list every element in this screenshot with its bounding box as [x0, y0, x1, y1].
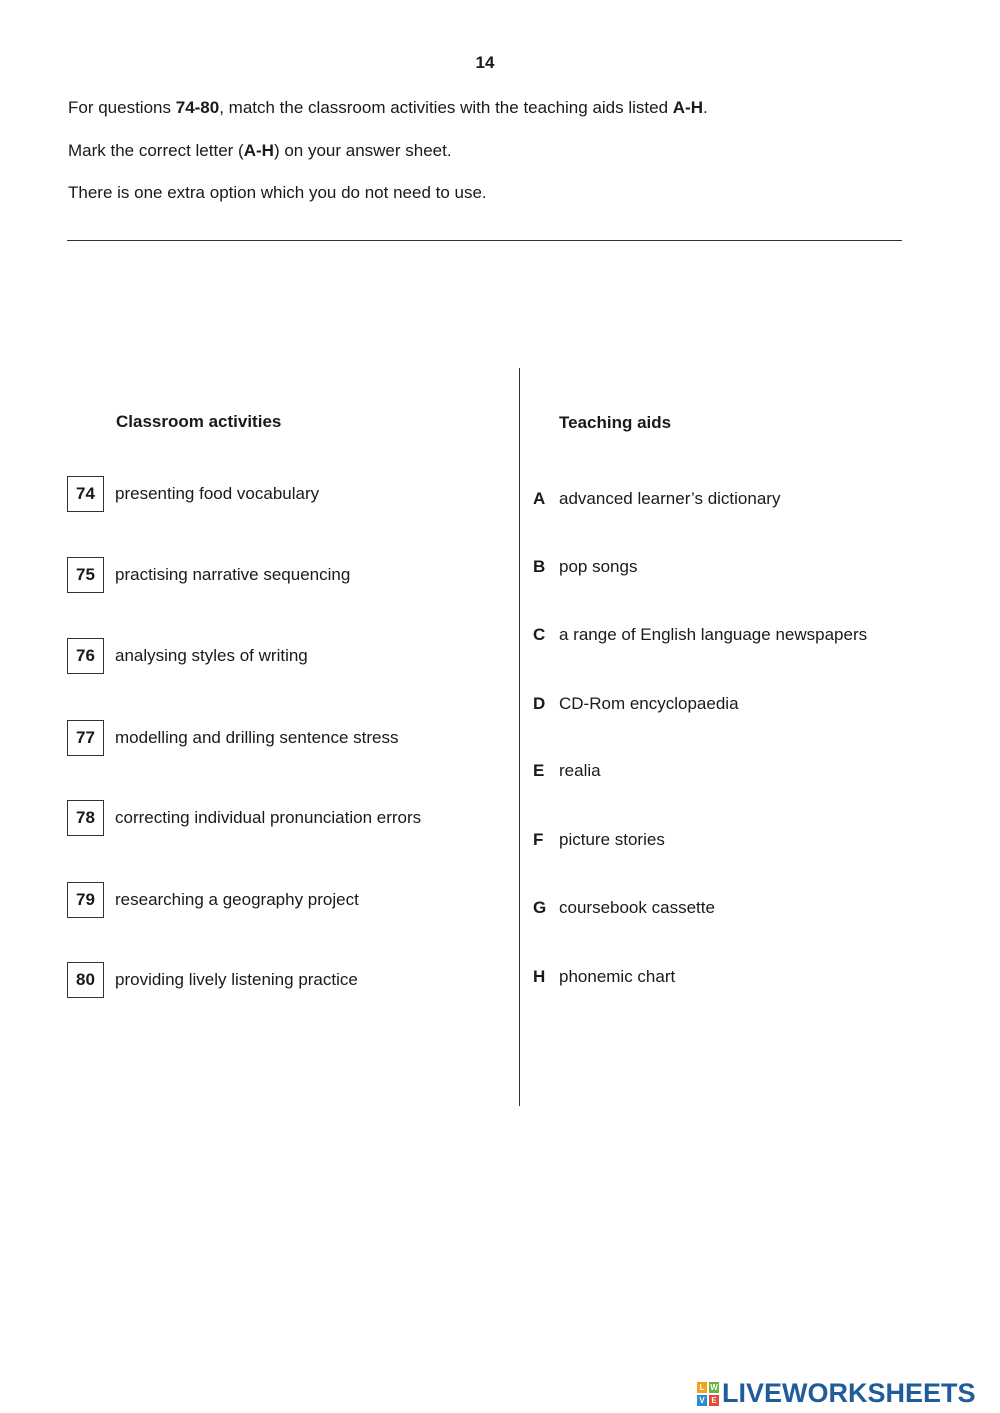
aid-item-f — [533, 830, 665, 850]
activities-heading: Classroom activities — [116, 412, 282, 431]
logo-mark-letter: E — [709, 1395, 719, 1406]
activity-text: providing lively listening practice — [115, 970, 358, 989]
aid-letter: H — [533, 967, 546, 986]
aid-text: pop songs — [559, 557, 638, 576]
instruction-text: Mark the correct letter ( — [68, 141, 244, 160]
activity-item-75 — [67, 556, 350, 594]
activity-text: researching a geography project — [115, 890, 359, 909]
activity-text: presenting food vocabulary — [115, 484, 320, 503]
aid-text: a range of English language newspapers — [559, 625, 868, 644]
aid-letter: A — [533, 489, 546, 508]
activity-item-79 — [67, 881, 359, 919]
activity-item-76 — [67, 637, 308, 675]
activity-text: analysing styles of writing — [115, 646, 308, 665]
column-divider — [519, 368, 520, 1106]
horizontal-rule — [67, 240, 902, 241]
aid-text: CD-Rom encyclopaedia — [559, 694, 739, 713]
instruction-line-3: There is one extra option which you do not need to use. — [68, 183, 487, 202]
aids-heading: Teaching aids — [559, 413, 672, 432]
aid-text: coursebook cassette — [559, 898, 715, 917]
aid-item-h — [533, 967, 675, 987]
activity-text: modelling and drilling sentence stress — [115, 728, 399, 747]
instruction-text: For questions — [68, 98, 176, 117]
question-number-box[interactable]: 80 — [67, 962, 104, 998]
logo-mark-letter: L — [697, 1382, 707, 1393]
aid-item-c — [533, 625, 867, 645]
activity-text: correcting individual pronunciation errors — [115, 808, 422, 827]
aid-item-b — [533, 557, 637, 577]
instruction-letter-range: A-H — [672, 98, 703, 117]
aid-text: phonemic chart — [559, 967, 676, 986]
aid-letter: G — [533, 898, 547, 917]
aid-text: picture stories — [559, 830, 665, 849]
logo-text: LIVEWORKSHEETS — [722, 1378, 976, 1408]
aid-letter: D — [533, 694, 546, 713]
instruction-question-range: 74-80 — [175, 98, 220, 117]
aid-text: advanced learner’s dictionary — [559, 489, 781, 508]
activity-item-77 — [67, 719, 399, 757]
logo-mark-letter: V — [697, 1395, 707, 1406]
aid-item-g — [533, 898, 715, 918]
aid-letter: C — [533, 625, 546, 644]
instruction-line-1 — [68, 98, 708, 118]
question-number-box[interactable]: 75 — [67, 557, 104, 593]
question-number-box[interactable]: 76 — [67, 638, 104, 674]
activity-text: practising narrative sequencing — [115, 565, 351, 584]
activity-item-80 — [67, 961, 358, 999]
aid-letter: B — [533, 557, 546, 576]
instruction-text: , match the classroom activities with the teaching aids listed — [219, 98, 673, 117]
liveworksheets-logo[interactable] — [697, 1378, 976, 1409]
question-number-box[interactable]: 78 — [67, 800, 104, 836]
logo-mark-icon — [697, 1382, 719, 1406]
instruction-letter-range: A-H — [243, 141, 274, 160]
question-number-box[interactable]: 79 — [67, 882, 104, 918]
instruction-text: . — [702, 98, 708, 117]
activity-item-78 — [67, 799, 421, 837]
aid-item-a — [533, 489, 780, 509]
logo-mark-letter: W — [710, 1382, 718, 1392]
instruction-text: ) on your answer sheet. — [273, 141, 452, 160]
question-number-box[interactable]: 77 — [67, 720, 104, 756]
question-number-box[interactable]: 74 — [67, 476, 104, 512]
aid-item-e — [533, 761, 601, 781]
page-number: 14 — [475, 53, 495, 72]
activity-item-74 — [67, 475, 319, 513]
aid-text: realia — [559, 761, 601, 780]
aid-letter: E — [533, 761, 545, 780]
instruction-line-2 — [68, 141, 452, 161]
aid-letter: F — [533, 830, 544, 849]
aid-item-d — [533, 694, 739, 714]
